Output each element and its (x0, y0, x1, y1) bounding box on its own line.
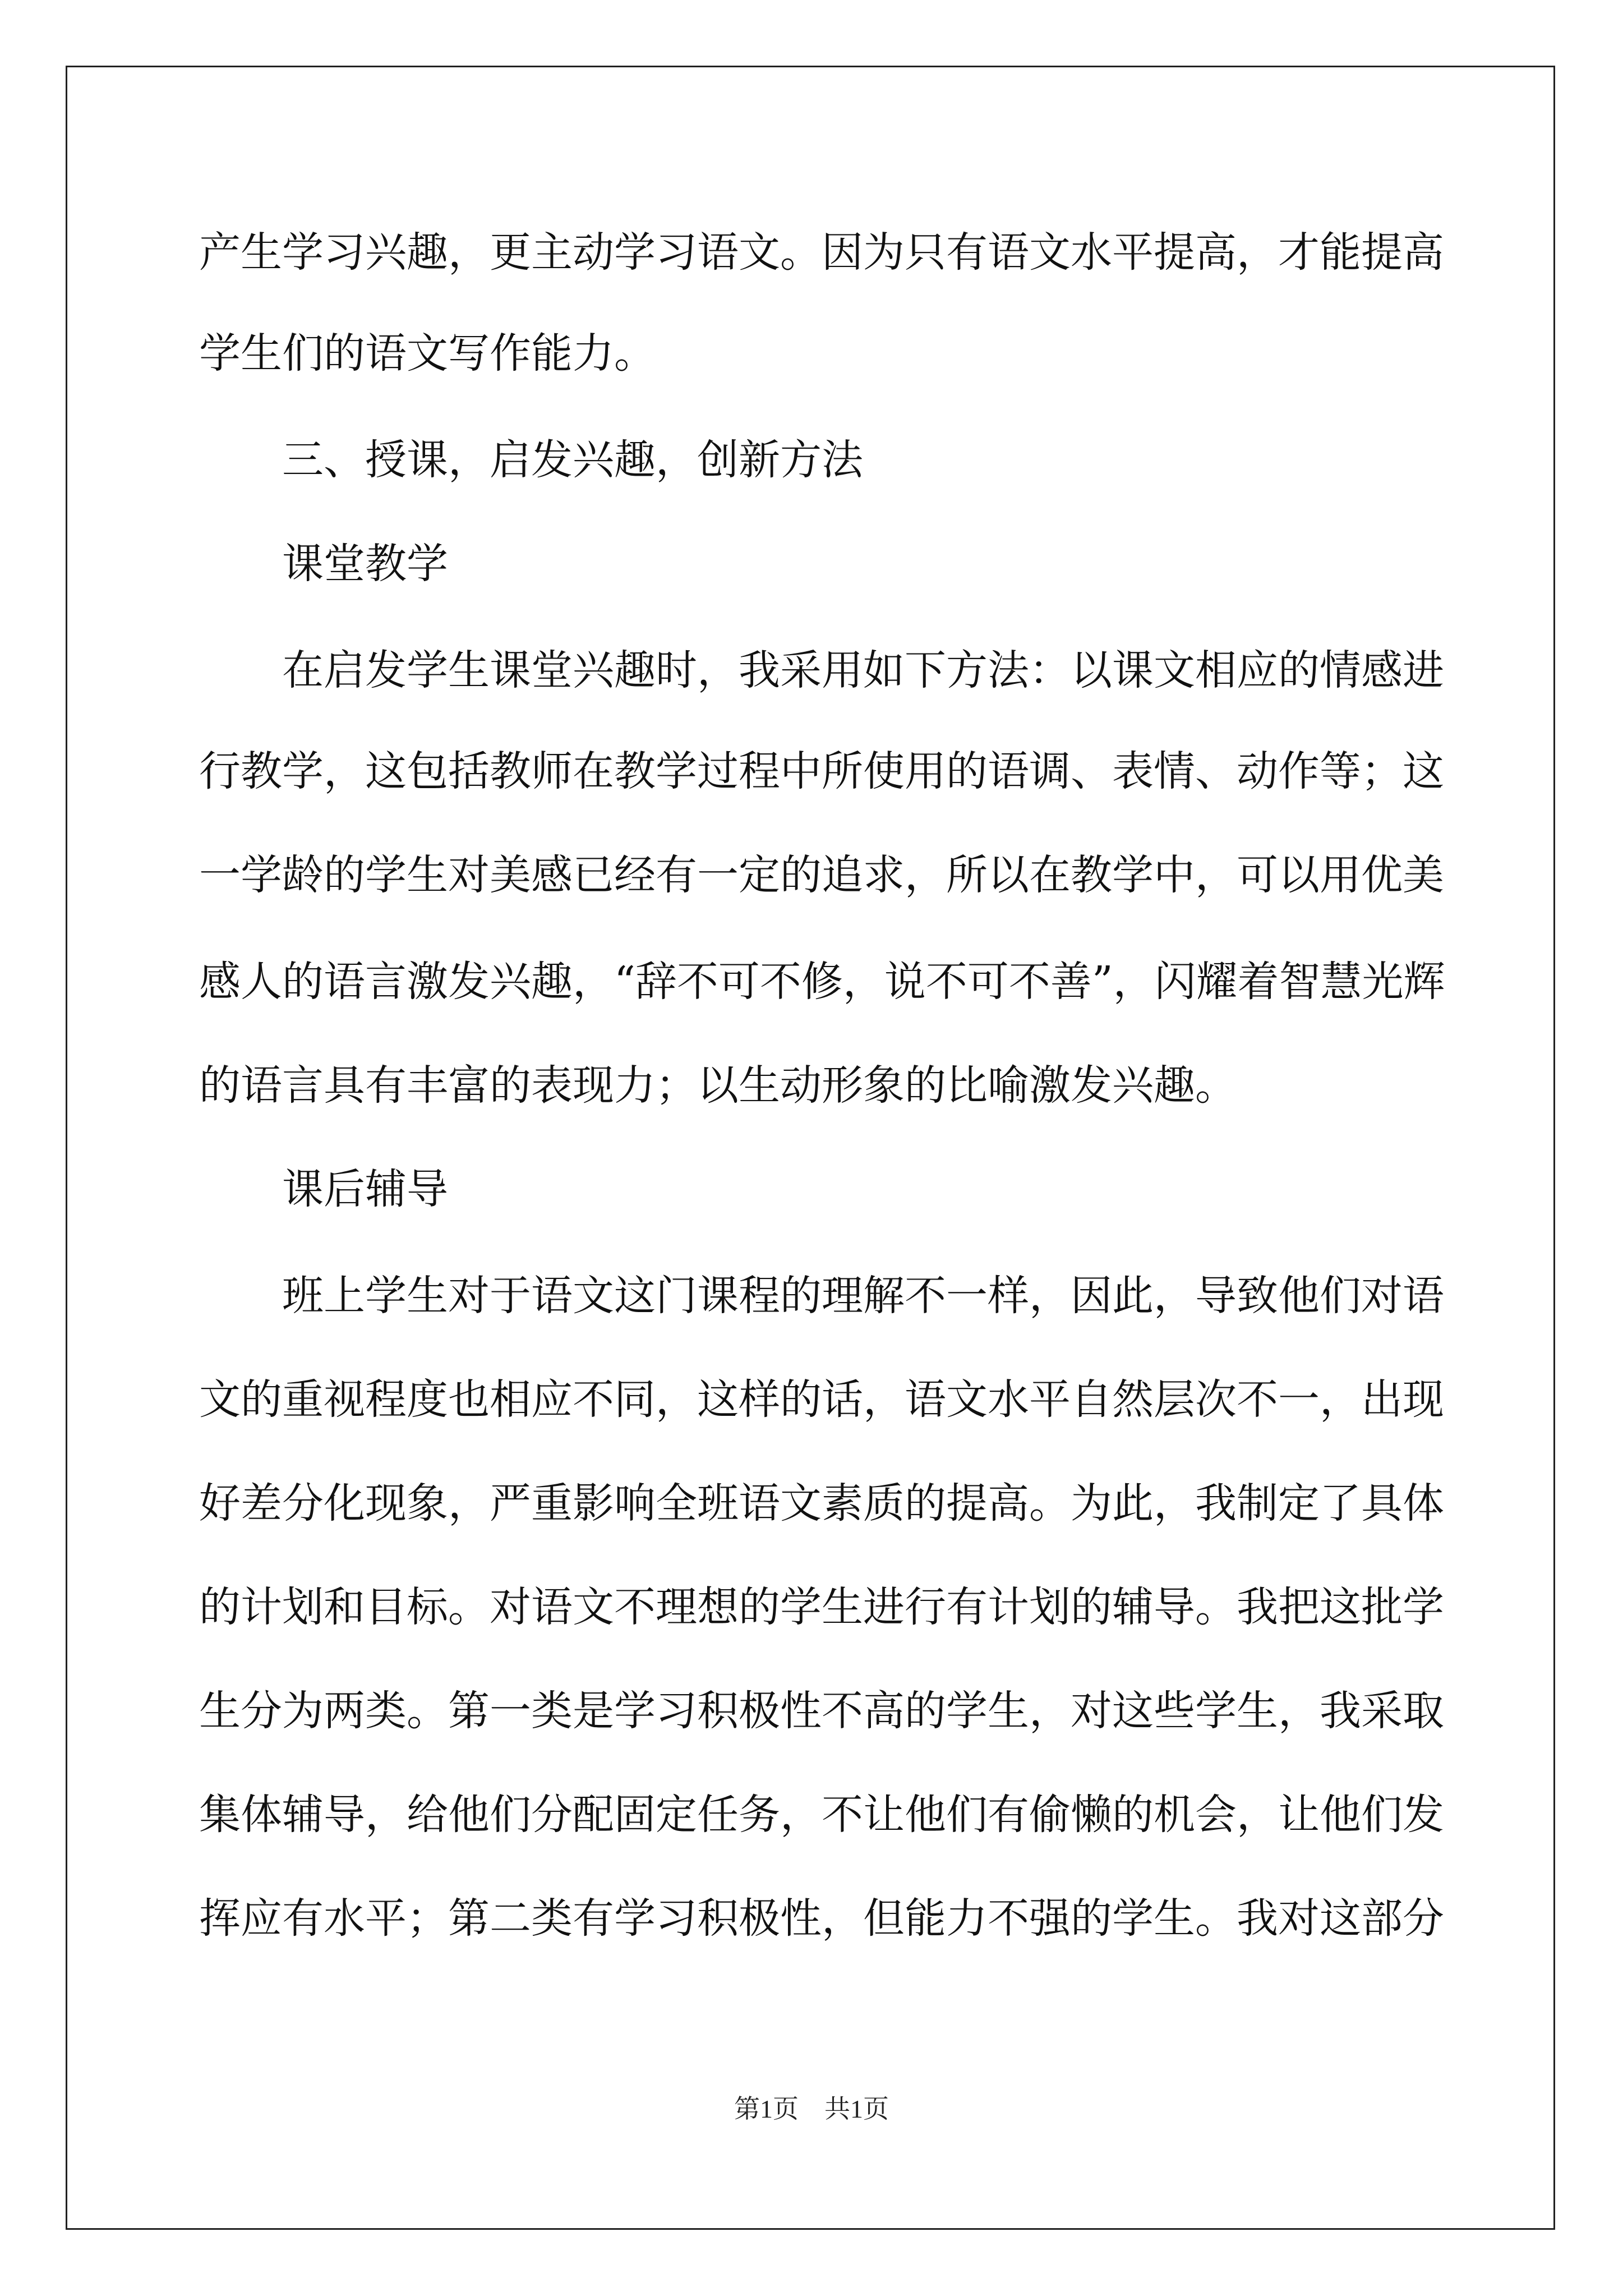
paragraph-line: 产生学习兴趣，更主动学习语文。因为只有语文水平提高，才能提高 (199, 228, 1444, 277)
subsection-heading: 课后辅导 (282, 1165, 448, 1213)
paragraph-line: 的计划和目标。对语文不理想的学生进行有计划的辅导。我把这批学 (199, 1583, 1444, 1631)
paragraph-line: 好差分化现象，严重影响全班语文素质的提高。为此，我制定了具体 (199, 1479, 1444, 1527)
paragraph-line: 文的重视程度也相应不同，这样的话，语文水平自然层次不一，出现 (199, 1375, 1444, 1424)
subsection-heading: 课堂教学 (282, 540, 448, 588)
paragraph-line: 的语言具有丰富的表现力；以生动形象的比喻激发兴趣。 (199, 1061, 1237, 1110)
paragraph-line: 集体辅导，给他们分配固定任务，不让他们有偷懒的机会，让他们发 (199, 1791, 1444, 1839)
paragraph-line: 一学龄的学生对美感已经有一定的追求，所以在教学中，可以用优美 (199, 851, 1444, 899)
paragraph-line: 学生们的语文写作能力。 (199, 329, 656, 378)
paragraph-line: 在启发学生课堂兴趣时，我采用如下方法：以课文相应的情感进 (282, 646, 1444, 694)
paragraph-line: 班上学生对于语文这门课程的理解不一样，因此，导致他们对语 (282, 1272, 1444, 1320)
paragraph-line: 感人的语言激发兴趣，“辞不可不修，说不可不善”，闪耀着智慧光辉 (199, 958, 1445, 1006)
paragraph-line: 挥应有水平；第二类有学习积极性，但能力不强的学生。我对这部分 (199, 1894, 1444, 1943)
paragraph-line: 行教学，这包括教师在教学过程中所使用的语调、表情、动作等；这 (199, 747, 1444, 795)
page-number-footer: 第1页 共1页 (734, 2095, 889, 2123)
section-heading: 三、授课，启发兴趣，创新方法 (282, 436, 863, 484)
paragraph-line: 生分为两类。第一类是学习积极性不高的学生，对这些学生，我采取 (199, 1687, 1444, 1735)
